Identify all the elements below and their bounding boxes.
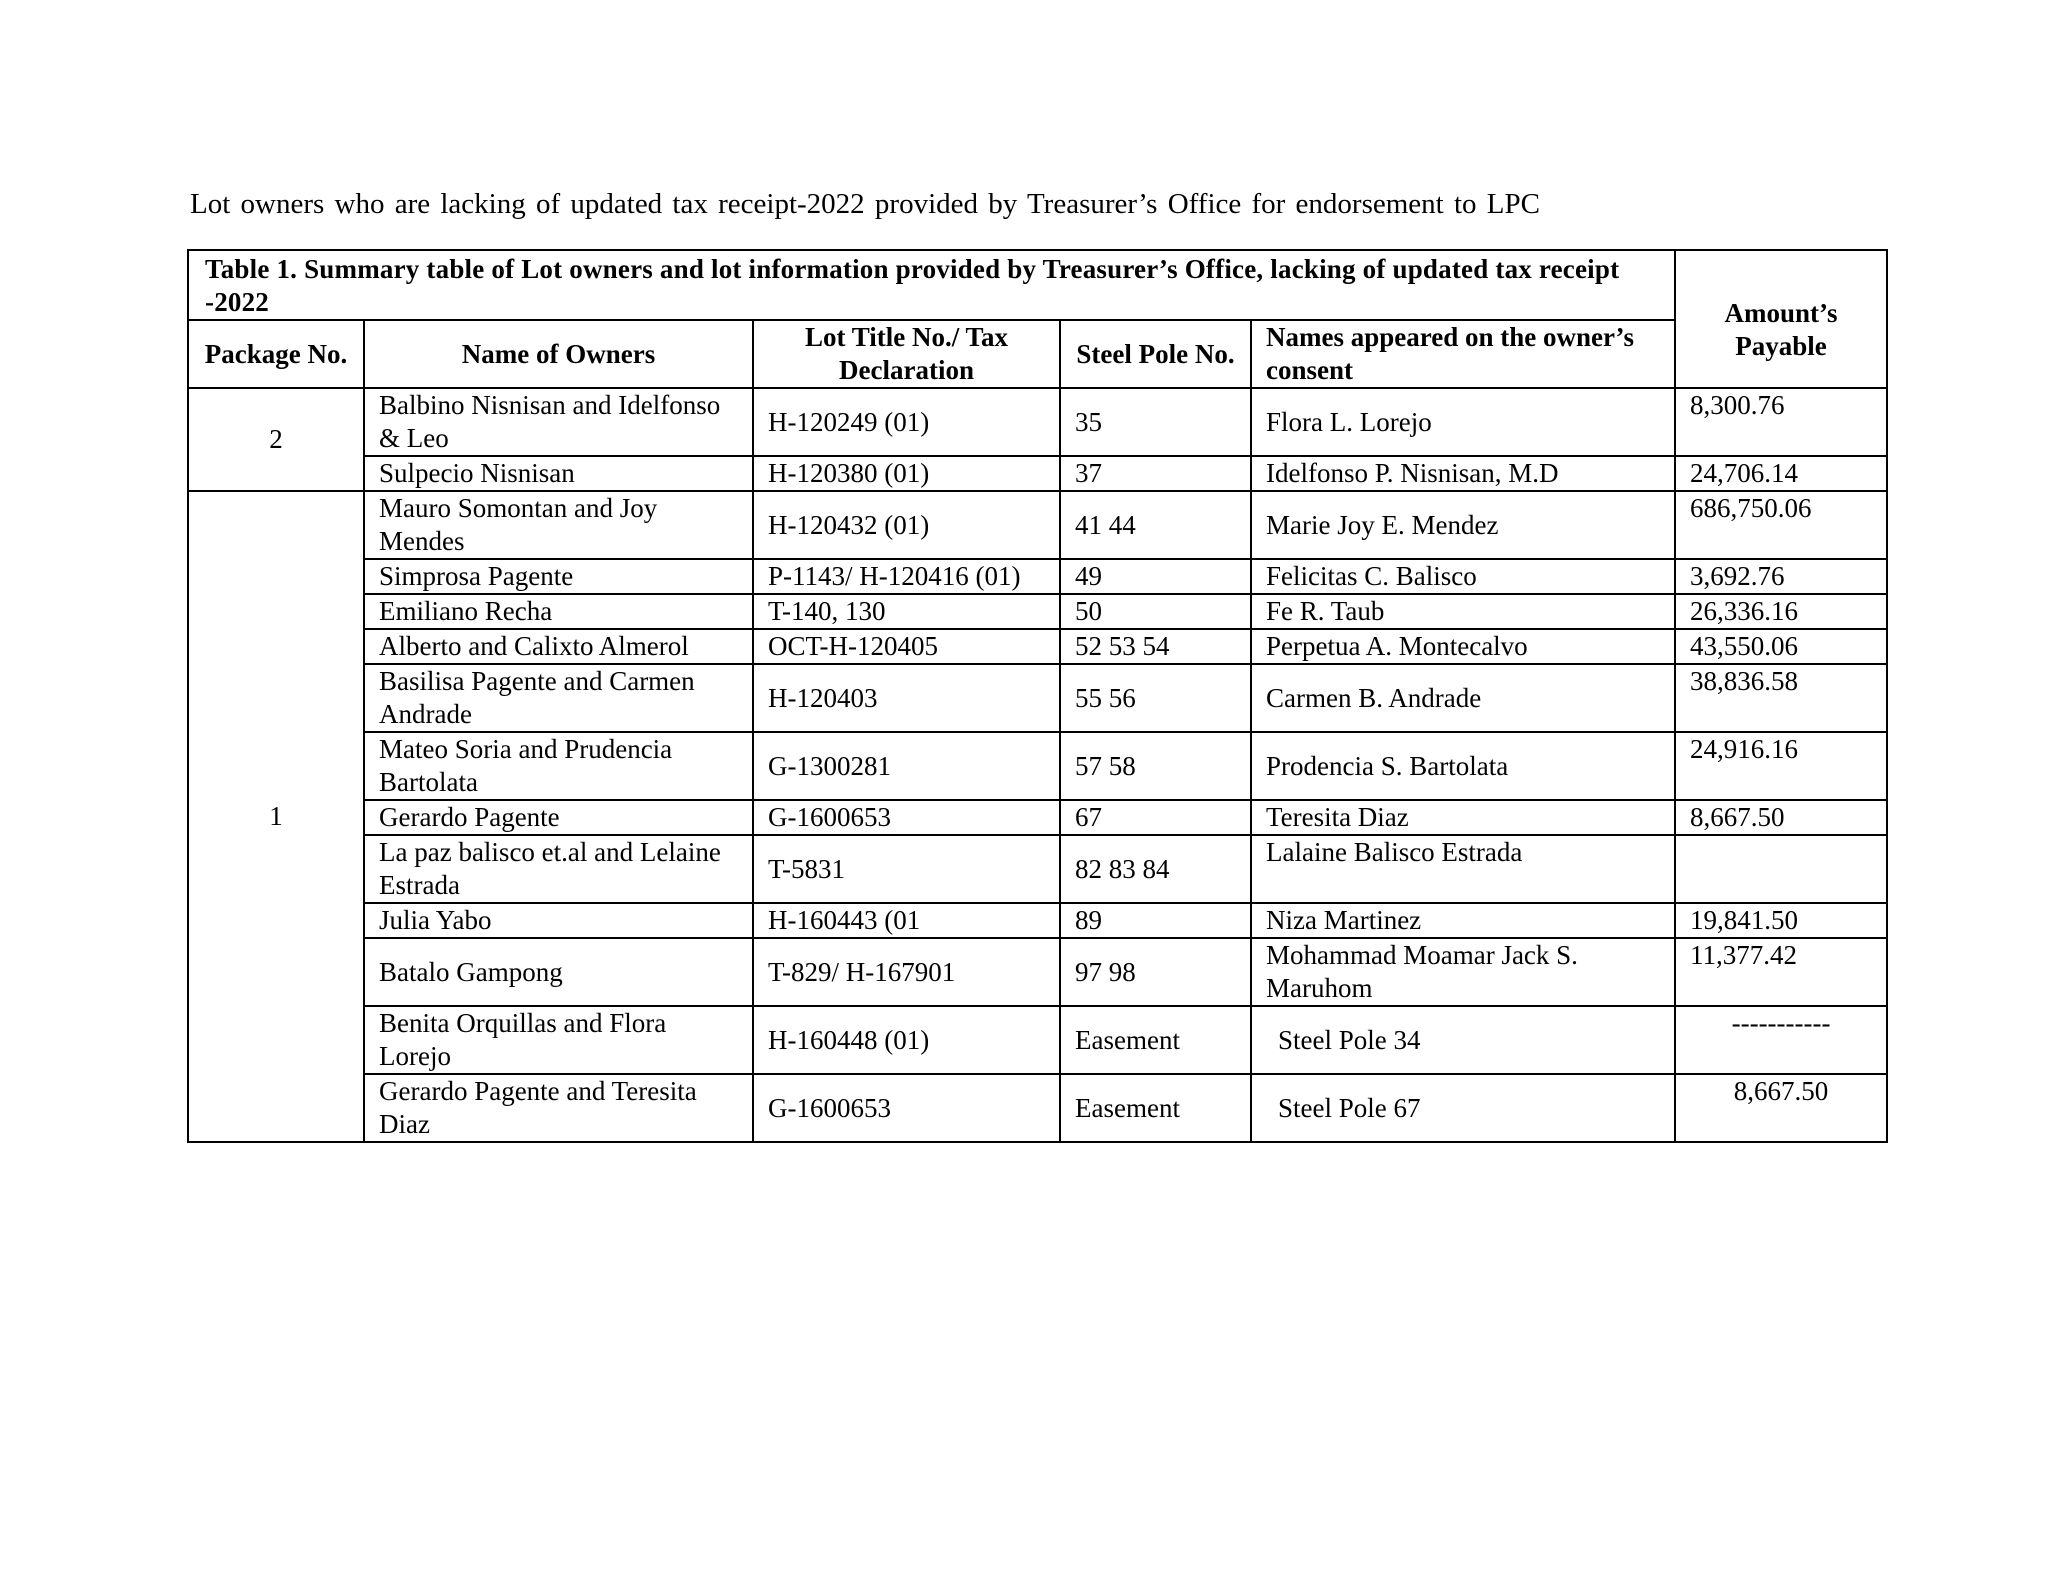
steel-pole: 89 bbox=[1060, 903, 1251, 938]
lot-title: H-120432 (01) bbox=[753, 491, 1060, 559]
header-amount: Amount’s Payable bbox=[1675, 250, 1887, 388]
consent-name: Niza Martinez bbox=[1251, 903, 1675, 938]
consent-name: Lalaine Balisco Estrada bbox=[1251, 835, 1675, 903]
amount-payable: 19,841.50 bbox=[1675, 903, 1887, 938]
consent-name: Marie Joy E. Mendez bbox=[1251, 491, 1675, 559]
owner-name: Sulpecio Nisnisan bbox=[364, 456, 753, 491]
package-number: 1 bbox=[188, 491, 364, 1142]
steel-pole: 97 98 bbox=[1060, 938, 1251, 1006]
table-row bbox=[188, 835, 1887, 903]
owner-name: Mauro Somontan and Joy Mendes bbox=[364, 491, 753, 559]
lot-title: P-1143/ H-120416 (01) bbox=[753, 559, 1060, 594]
steel-pole: 50 bbox=[1060, 594, 1251, 629]
table-row bbox=[188, 903, 1887, 938]
owner-name: Batalo Gampong bbox=[364, 938, 753, 1006]
owner-name: Balbino Nisnisan and Idelfonso & Leo bbox=[364, 388, 753, 456]
package-number: 2 bbox=[188, 388, 364, 491]
lot-title: H-160448 (01) bbox=[753, 1006, 1060, 1074]
lot-title: T-140, 130 bbox=[753, 594, 1060, 629]
steel-pole: 55 56 bbox=[1060, 664, 1251, 732]
steel-pole: Easement bbox=[1060, 1074, 1251, 1142]
steel-pole: 82 83 84 bbox=[1060, 835, 1251, 903]
lot-title: G-1300281 bbox=[753, 732, 1060, 800]
steel-pole: Easement bbox=[1060, 1006, 1251, 1074]
amount-payable: 26,336.16 bbox=[1675, 594, 1887, 629]
lot-title: T-5831 bbox=[753, 835, 1060, 903]
header-consent: Names appeared on the owner’s consent bbox=[1251, 320, 1675, 388]
consent-name: Steel Pole 67 bbox=[1251, 1074, 1675, 1142]
amount-payable: 8,667.50 bbox=[1675, 800, 1887, 835]
table-row bbox=[188, 559, 1887, 594]
owner-name: Gerardo Pagente and Teresita Diaz bbox=[364, 1074, 753, 1142]
amount-payable: 686,750.06 bbox=[1675, 491, 1887, 559]
table-row bbox=[188, 491, 1887, 559]
consent-name: Idelfonso P. Nisnisan, M.D bbox=[1251, 456, 1675, 491]
consent-name: Prodencia S. Bartolata bbox=[1251, 732, 1675, 800]
consent-name: Teresita Diaz bbox=[1251, 800, 1675, 835]
steel-pole: 49 bbox=[1060, 559, 1251, 594]
table-row bbox=[188, 1006, 1887, 1074]
amount-payable: 38,836.58 bbox=[1675, 664, 1887, 732]
consent-name: Steel Pole 34 bbox=[1251, 1006, 1675, 1074]
amount-payable bbox=[1675, 835, 1887, 903]
lot-title: H-120249 (01) bbox=[753, 388, 1060, 456]
owner-name: Simprosa Pagente bbox=[364, 559, 753, 594]
header-owners: Name of Owners bbox=[364, 320, 753, 388]
table-row bbox=[188, 664, 1887, 732]
lot-title: G-1600653 bbox=[753, 800, 1060, 835]
consent-name: Felicitas C. Balisco bbox=[1251, 559, 1675, 594]
amount-payable: 11,377.42 bbox=[1675, 938, 1887, 1006]
owner-name: Mateo Soria and Prudencia Bartolata bbox=[364, 732, 753, 800]
lot-title: H-160443 (01 bbox=[753, 903, 1060, 938]
steel-pole: 41 44 bbox=[1060, 491, 1251, 559]
steel-pole: 35 bbox=[1060, 388, 1251, 456]
amount-payable: ----------- bbox=[1675, 1006, 1887, 1074]
lot-title: H-120403 bbox=[753, 664, 1060, 732]
steel-pole: 57 58 bbox=[1060, 732, 1251, 800]
amount-payable: 43,550.06 bbox=[1675, 629, 1887, 664]
amount-payable: 8,667.50 bbox=[1675, 1074, 1887, 1142]
lot-title: H-120380 (01) bbox=[753, 456, 1060, 491]
lot-title: T-829/ H-167901 bbox=[753, 938, 1060, 1006]
table-row bbox=[188, 456, 1887, 491]
table-caption: Table 1. Summary table of Lot owners and lot information provided by Treasurer’s Office, lacking of updated tax receipt -2022 bbox=[188, 250, 1675, 320]
lot-title: G-1600653 bbox=[753, 1074, 1060, 1142]
amount-payable: 24,706.14 bbox=[1675, 456, 1887, 491]
owner-name: Emiliano Recha bbox=[364, 594, 753, 629]
consent-name: Flora L. Lorejo bbox=[1251, 388, 1675, 456]
header-lot-title: Lot Title No./ Tax Declaration bbox=[753, 320, 1060, 388]
steel-pole: 37 bbox=[1060, 456, 1251, 491]
owner-name: La paz balisco et.al and Lelaine Estrada bbox=[364, 835, 753, 903]
table-row bbox=[188, 800, 1887, 835]
header-package: Package No. bbox=[188, 320, 364, 388]
steel-pole: 67 bbox=[1060, 800, 1251, 835]
steel-pole: 52 53 54 bbox=[1060, 629, 1251, 664]
amount-payable: 3,692.76 bbox=[1675, 559, 1887, 594]
table-row bbox=[188, 732, 1887, 800]
consent-name: Perpetua A. Montecalvo bbox=[1251, 629, 1675, 664]
lot-title: OCT-H-120405 bbox=[753, 629, 1060, 664]
owner-name: Julia Yabo bbox=[364, 903, 753, 938]
table-row bbox=[188, 629, 1887, 664]
summary-table bbox=[187, 249, 1888, 1143]
amount-payable: 24,916.16 bbox=[1675, 732, 1887, 800]
intro-text: Lot owners who are lacking of updated tax receipt-2022 provided by Treasurer’s Office for endorsement to LPC bbox=[190, 188, 1540, 220]
consent-name: Fe R. Taub bbox=[1251, 594, 1675, 629]
owner-name: Basilisa Pagente and Carmen Andrade bbox=[364, 664, 753, 732]
owner-name: Alberto and Calixto Almerol bbox=[364, 629, 753, 664]
table-row bbox=[188, 388, 1887, 456]
owner-name: Benita Orquillas and Flora Lorejo bbox=[364, 1006, 753, 1074]
table-row bbox=[188, 938, 1887, 1006]
table-row bbox=[188, 1074, 1887, 1142]
table-row bbox=[188, 594, 1887, 629]
amount-payable: 8,300.76 bbox=[1675, 388, 1887, 456]
consent-name: Carmen B. Andrade bbox=[1251, 664, 1675, 732]
consent-name: Mohammad Moamar Jack S. Maruhom bbox=[1251, 938, 1675, 1006]
header-steel-pole: Steel Pole No. bbox=[1060, 320, 1251, 388]
owner-name: Gerardo Pagente bbox=[364, 800, 753, 835]
